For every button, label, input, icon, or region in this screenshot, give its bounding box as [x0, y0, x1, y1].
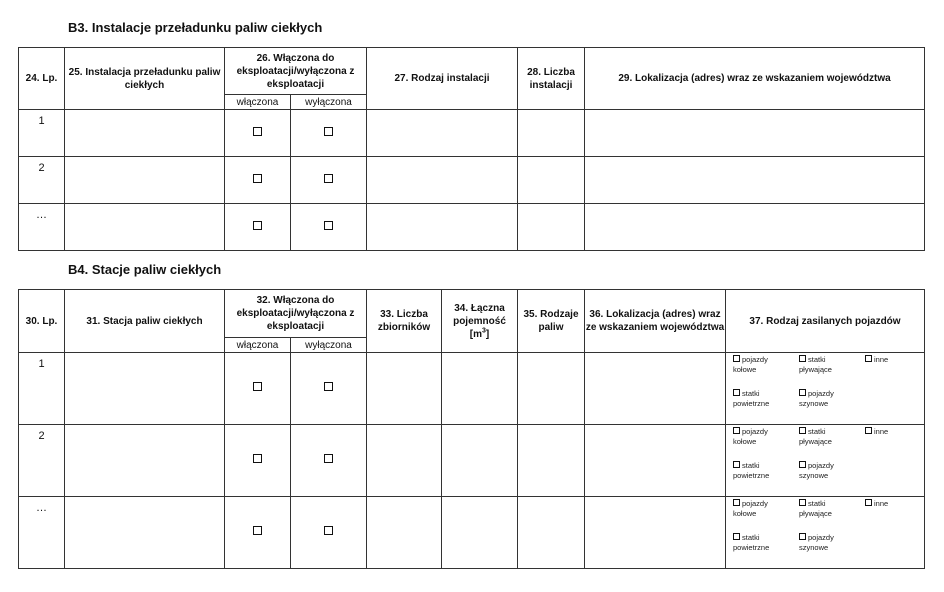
location-field[interactable] [585, 110, 925, 157]
option-other[interactable]: inne [865, 499, 888, 509]
header-installation: 25. Instalacja przeładunku paliw ciekłych [65, 48, 225, 110]
header-enabled: 26. Włączona do eksploatacji/wyłączona z eksploatacji [225, 48, 367, 95]
row-number: … [19, 204, 65, 251]
vehicles-cell [726, 353, 925, 425]
fuels-field[interactable] [518, 425, 585, 497]
enabled-checkbox[interactable] [253, 382, 262, 391]
station-field[interactable] [65, 425, 225, 497]
location-field[interactable] [585, 353, 726, 425]
header-tanks: 33. Liczba zbiorników [367, 290, 442, 353]
installation-type-field[interactable] [367, 204, 518, 251]
location-field[interactable] [585, 497, 726, 569]
checkbox-icon[interactable] [865, 355, 872, 362]
checkbox-icon[interactable] [733, 355, 740, 362]
table-row [19, 497, 925, 569]
table-row [19, 157, 925, 204]
header-station: 31. Stacja paliw ciekłych [65, 290, 225, 353]
location-field[interactable] [585, 425, 726, 497]
checkbox-icon[interactable] [799, 533, 806, 540]
option-rail-vehicles[interactable]: pojazdy szynowe [799, 461, 834, 480]
section-title-b3: B3. Instalacje przeładunku paliw ciekłych [68, 20, 323, 35]
capacity-field[interactable] [442, 353, 518, 425]
header-capacity-unit: $[m^3]$ [469, 327, 490, 340]
header-capacity [442, 290, 518, 353]
capacity-field[interactable] [442, 425, 518, 497]
header-lp: 30. Lp. [19, 290, 65, 353]
disabled-checkbox[interactable] [324, 382, 333, 391]
table-row [19, 353, 925, 425]
fuels-field[interactable] [518, 353, 585, 425]
enabled-checkbox[interactable] [253, 127, 262, 136]
disabled-checkbox[interactable] [324, 127, 333, 136]
enabled-checkbox[interactable] [253, 221, 262, 230]
vehicles-cell [726, 425, 925, 497]
header-fuels: 35. Rodzaje paliw [518, 290, 585, 353]
header-installation-count: 28. Liczba instalacji [518, 48, 585, 110]
installation-type-field[interactable] [367, 110, 518, 157]
option-watercraft[interactable]: statki pływające [799, 355, 832, 374]
checkbox-icon[interactable] [733, 389, 740, 396]
station-field[interactable] [65, 497, 225, 569]
option-aircraft[interactable]: statki powietrzne [733, 389, 770, 408]
station-field[interactable] [65, 353, 225, 425]
header-disabled-sub: wyłączona [291, 95, 367, 110]
option-road-vehicles[interactable]: pojazdy kołowe [733, 499, 768, 518]
disabled-checkbox[interactable] [324, 174, 333, 183]
location-field[interactable] [585, 204, 925, 251]
option-watercraft[interactable]: statki pływające [799, 427, 832, 446]
header-location: 36. Lokalizacja (adres) wraz ze wskazaniem województwa [585, 290, 726, 353]
installation-field[interactable] [65, 110, 225, 157]
option-rail-vehicles[interactable]: pojazdy szynowe [799, 533, 834, 552]
option-aircraft[interactable]: statki powietrzne [733, 533, 770, 552]
header-enabled-sub: włączona [225, 95, 291, 110]
checkbox-icon[interactable] [865, 427, 872, 434]
header-enabled-sub: włączona [225, 338, 291, 353]
fuels-field[interactable] [518, 497, 585, 569]
installation-count-field[interactable] [518, 157, 585, 204]
installation-type-field[interactable] [367, 157, 518, 204]
option-other[interactable]: inne [865, 427, 888, 437]
installation-field[interactable] [65, 204, 225, 251]
installation-count-field[interactable] [518, 204, 585, 251]
header-location: 29. Lokalizacja (adres) wraz ze wskazaniem województwa [585, 48, 925, 110]
checkbox-icon[interactable] [799, 389, 806, 396]
checkbox-icon[interactable] [733, 427, 740, 434]
section-title-b4: B4. Stacje paliw ciekłych [68, 262, 222, 277]
tanks-field[interactable] [367, 497, 442, 569]
header-enabled: 32. Włączona do eksploatacji/wyłączona z eksploatacji [225, 290, 367, 338]
option-watercraft[interactable]: statki pływające [799, 499, 832, 518]
enabled-checkbox[interactable] [253, 526, 262, 535]
table-row [19, 425, 925, 497]
installation-count-field[interactable] [518, 110, 585, 157]
checkbox-icon[interactable] [733, 499, 740, 506]
option-rail-vehicles[interactable]: pojazdy szynowe [799, 389, 834, 408]
option-other[interactable]: inne [865, 355, 888, 365]
header-vehicles: 37. Rodzaj zasilanych pojazdów [726, 290, 925, 353]
checkbox-icon[interactable] [733, 533, 740, 540]
option-road-vehicles[interactable]: pojazdy kołowe [733, 427, 768, 446]
checkbox-icon[interactable] [733, 461, 740, 468]
table-row [19, 204, 925, 251]
disabled-checkbox[interactable] [324, 526, 333, 535]
option-aircraft[interactable]: statki powietrzne [733, 461, 770, 480]
enabled-checkbox[interactable] [253, 174, 262, 183]
header-capacity-label: 34. Łączna pojemność [453, 302, 506, 327]
header-installation-type: 27. Rodzaj instalacji [367, 48, 518, 110]
row-number: 1 [19, 110, 65, 157]
enabled-checkbox[interactable] [253, 454, 262, 463]
table-b4 [18, 289, 925, 569]
checkbox-icon[interactable] [799, 461, 806, 468]
checkbox-icon[interactable] [865, 499, 872, 506]
tanks-field[interactable] [367, 425, 442, 497]
row-number: 1 [19, 353, 65, 425]
table-b3 [18, 47, 925, 251]
capacity-field[interactable] [442, 497, 518, 569]
disabled-checkbox[interactable] [324, 221, 333, 230]
location-field[interactable] [585, 157, 925, 204]
table-row [19, 110, 925, 157]
vehicles-cell [726, 497, 925, 569]
checkbox-icon[interactable] [799, 355, 806, 362]
disabled-checkbox[interactable] [324, 454, 333, 463]
tanks-field[interactable] [367, 353, 442, 425]
header-lp: 24. Lp. [19, 48, 65, 110]
option-road-vehicles[interactable]: pojazdy kołowe [733, 355, 768, 374]
row-number: 2 [19, 157, 65, 204]
row-number: 2 [19, 425, 65, 497]
checkbox-icon[interactable] [799, 499, 806, 506]
header-disabled-sub: wyłączona [291, 338, 367, 353]
checkbox-icon[interactable] [799, 427, 806, 434]
installation-field[interactable] [65, 157, 225, 204]
row-number: … [19, 497, 65, 569]
